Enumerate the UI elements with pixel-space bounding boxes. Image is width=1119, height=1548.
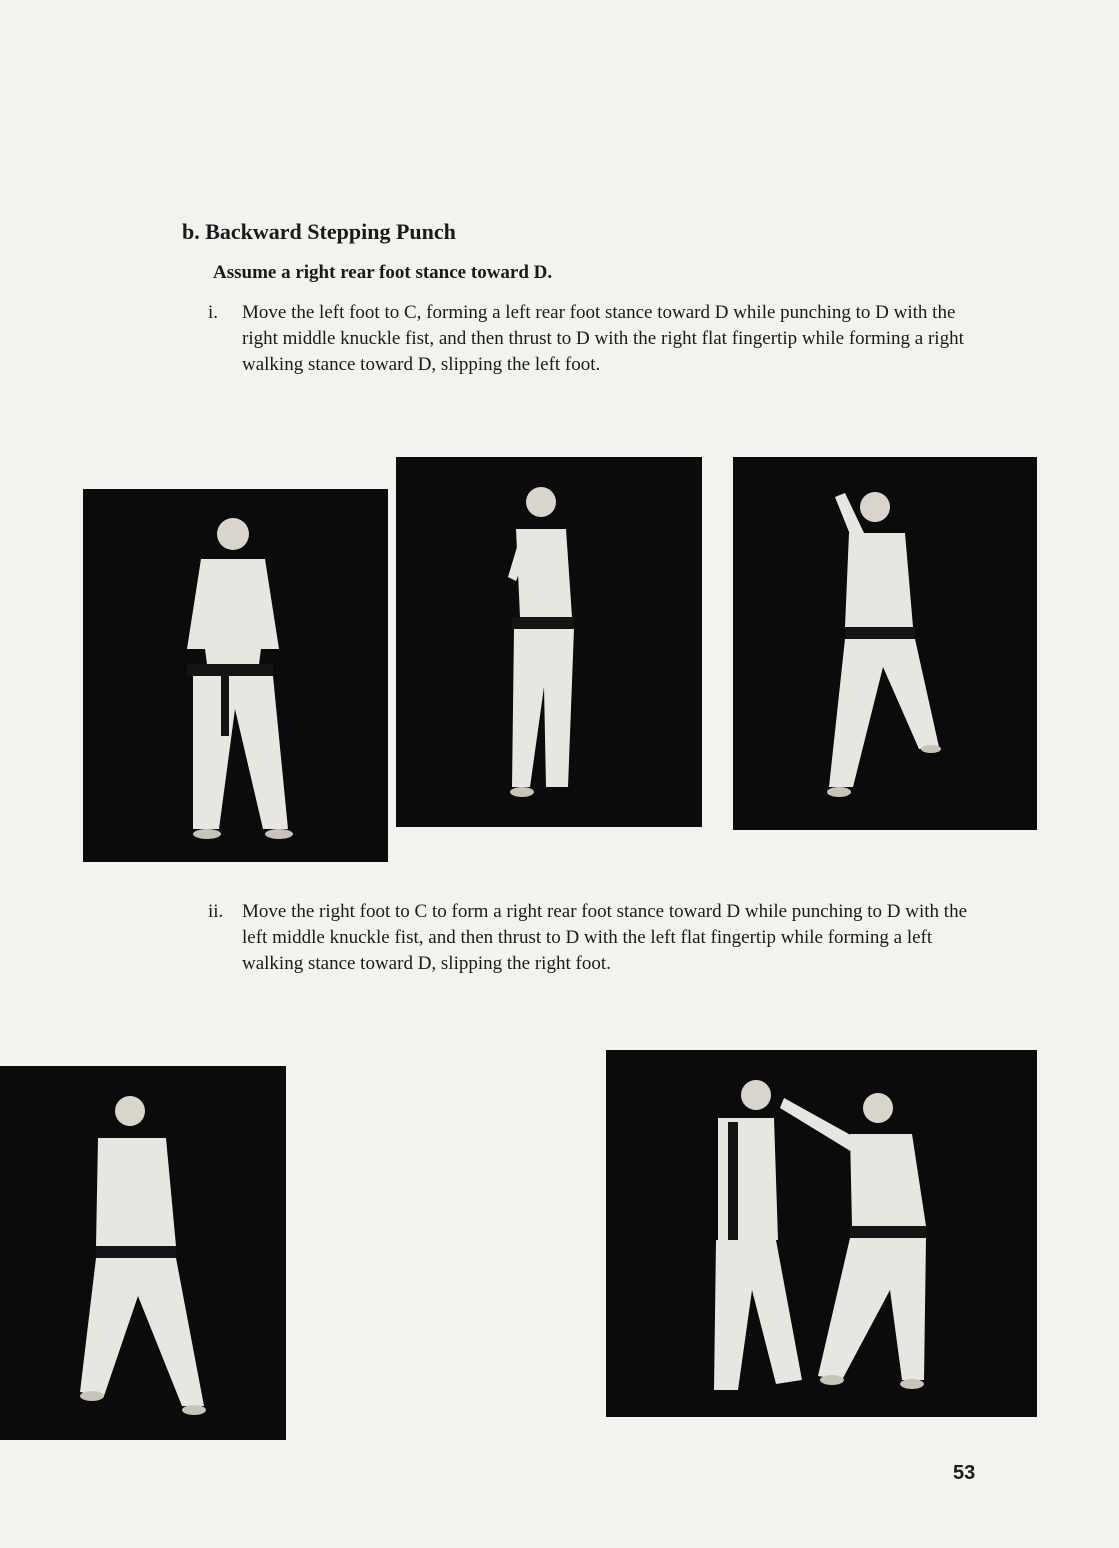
step-ii-text: Move the right foot to C to form a right rear foot stance toward D while punching to D with the left middle knuckle fist, and then thrust to D with the left flat fingertip while forming a left walking stance toward D, slipping the right foot. [242, 901, 968, 974]
photo-ready-stance [83, 489, 388, 862]
photo-application-with-partner [606, 1050, 1037, 1417]
photo-left-punch [0, 1066, 286, 1440]
figure-thrust-illustration [733, 457, 1037, 830]
step-ii-number: ii. [208, 901, 224, 922]
page-number: 53 [953, 1462, 976, 1484]
photo-middle-knuckle-punch [396, 457, 702, 827]
photo-flat-fingertip-thrust [733, 457, 1037, 830]
figure-ready-stance-illustration [83, 489, 388, 862]
figure-punch-illustration [396, 457, 702, 827]
figure-left-punch-illustration [0, 1066, 286, 1440]
step-i-paragraph [208, 300, 982, 378]
figures-partner-illustration [606, 1050, 1037, 1417]
step-i-text: Move the left foot to C, forming a left rear foot stance toward D while punching to D with the right middle knuckle fist, and then thrust to D with the right flat fingertip while forming a right walking stance toward D, slipping the left foot. [242, 302, 964, 375]
section-heading: b. Backward Stepping Punch [182, 219, 456, 244]
step-i-number: i. [208, 302, 219, 323]
intro-instruction: Assume a right rear foot stance toward D. [213, 262, 553, 283]
step-ii-paragraph [208, 899, 982, 977]
